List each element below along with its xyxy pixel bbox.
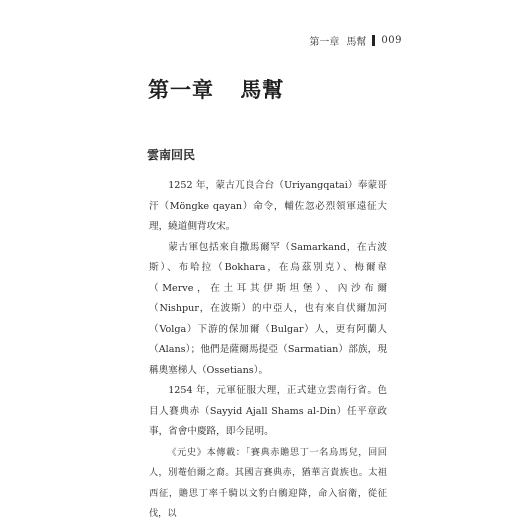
chapter-number: 第一章 <box>148 77 214 102</box>
running-head-topic: 馬幫 <box>346 37 367 48</box>
paragraph: 1254 年，元軍征服大理，正式建立雲南行省。色目人賽典赤（Sayyid Ajall Shams al-Din）任平章政事，省會中慶路，即今昆明。 <box>149 385 387 437</box>
section-heading: 雲南回民 <box>147 148 196 162</box>
paragraph: 蒙古軍包括來自撒馬爾罕（Samarkand，在古波斯）、布哈拉（Bokhara，在烏茲別克）、梅爾韋（Merve，在土耳其伊斯坦堡）、內沙布爾（Nishpur，在波斯）的中亞人，也有來自伏爾加河（Volga）下游的保加爾（Bulgar）人，更有阿蘭人（Alans）；他們是薩爾馬提亞（Sarmatian）部族，現稱奧塞梯人（Ossetians）。 <box>149 241 387 376</box>
running-head-divider <box>372 35 375 46</box>
page-number: 009 <box>381 35 402 46</box>
chapter-name: 馬幫 <box>240 77 285 102</box>
running-head <box>0 33 520 48</box>
chapter-title <box>148 74 284 104</box>
running-head-chapter: 第一章 <box>309 37 340 48</box>
quote-paragraph: 《元史》本傳載：「賽典赤贍思丁一名烏馬兒，回回人，別菴伯爾之裔。其國言賽典赤，猶華言貴族也。太祖西征，贍思丁率千騎以文豹白鶻迎降，命入宿衛，從征伐，以 <box>149 446 387 519</box>
body-text <box>149 176 387 525</box>
paragraph: 1252 年，蒙古兀良合台（Uriyangqatai）奉蒙哥汗（Möngke qayan）命令，輔佐忽必烈領軍遠征大理，繞道側背攻宋。 <box>149 180 387 232</box>
